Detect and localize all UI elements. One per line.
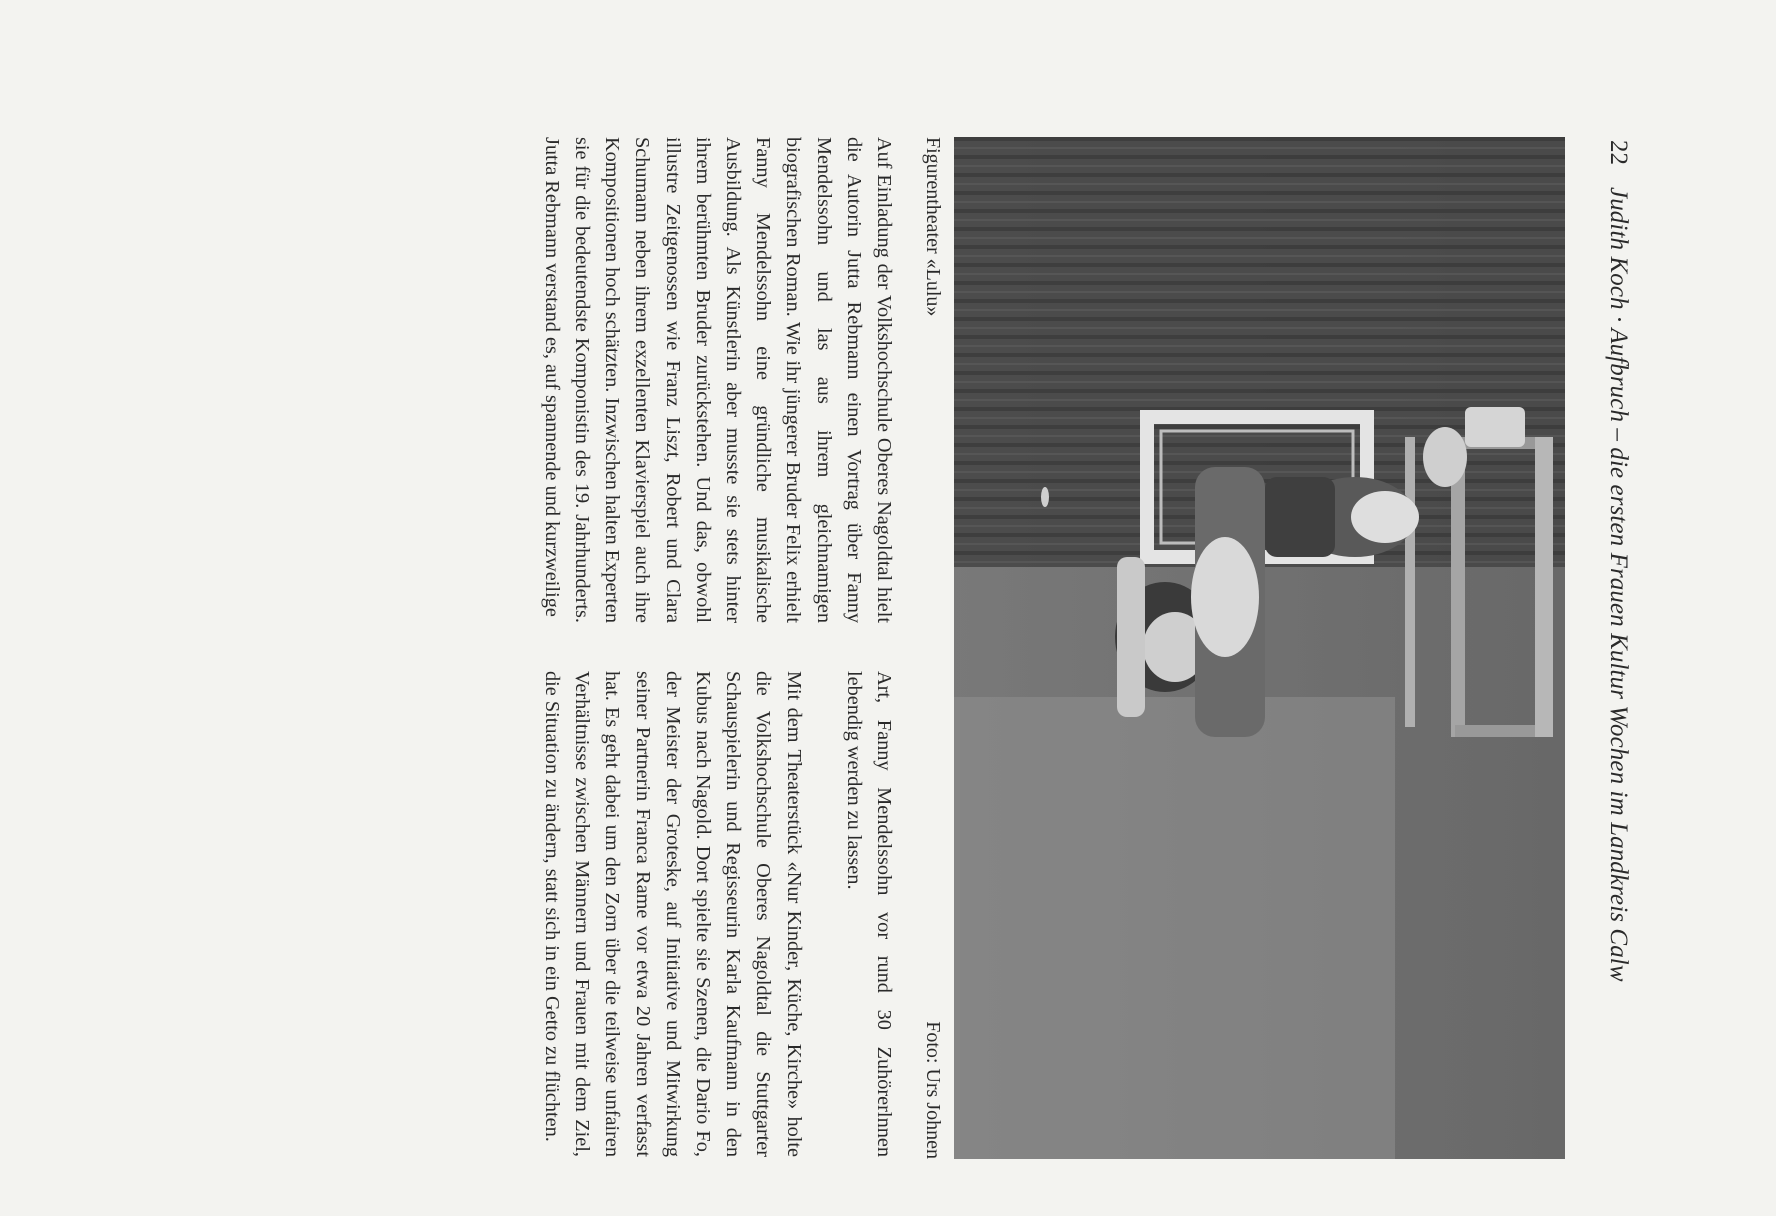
page-number: 22 <box>1605 140 1632 165</box>
paragraph: Art, Fanny Mendelssohn vor rund 30 Zuhörerlnnen lebendig werden zu lassen. <box>842 671 895 1157</box>
puppet-theater-photo-image <box>954 137 1565 1159</box>
theater-photo <box>954 137 1565 1159</box>
page-header <box>1602 140 1634 1162</box>
photo-caption: Figurentheater «Lulu» <box>922 137 944 317</box>
running-title: Judith Koch · Aufbruch – die ersten Frauen Kultur Wochen im Landkreis Calw <box>1605 187 1632 982</box>
paragraph: Mit dem Theaterstück «Nur Kinder, Küche, Kirche» holte die Volkshochschule Oberes Nagoldtal die Stuttgarter Schauspielerin und Regisseurin Karla Kaufmann in den Kubus nach Nagold. Dort spielte sie Szenen, die Dario Fo, der Meister der Groteske, auf Initiative und Mitwirkung seiner Partnerin Franca Rame vor etwa 20 Jahren verfasst hat. Es geht dabei um den Zorn über die teilweise unfairen Verhältnisse zwischen Männern und Frauen mit dem Ziel, die Situation zu ändern, statt sich in ein Getto zu flüchten. <box>540 671 805 1157</box>
photo-credit: Foto: Urs Johnen <box>922 1021 944 1159</box>
paragraph: Auf Einladung der Volkshochschule Oberes Nagoldtal hielt die Autorin Jutta Rebmann einen Vortrag über Fanny Mendelssohn und las aus ihrem gleichnamigen biografischen Roman. Wie ihr jüngerer Bruder Felix erhielt Fanny Mendelssohn eine gründliche musikalische Ausbildung. Als Künstlerin aber musste sie stets hinter ihrem berühmten Bruder zurückstehen. Und das, obwohl illustre Zeitgenossen wie Franz Liszt, Robert und Clara Schumann neben ihrem exzellenten Klavierspiel auch ihre Kompositionen hoch schätzten. Inzwischen halten Experten sie für die bedeutendste Komponistin des 19. Jahrhunderts. Jutta Rebmann verstand es, auf spannende und kurzweilige <box>540 137 895 623</box>
text-column-right <box>507 671 899 1157</box>
puppet-figure <box>1265 477 1419 557</box>
text-column-left <box>507 137 899 623</box>
